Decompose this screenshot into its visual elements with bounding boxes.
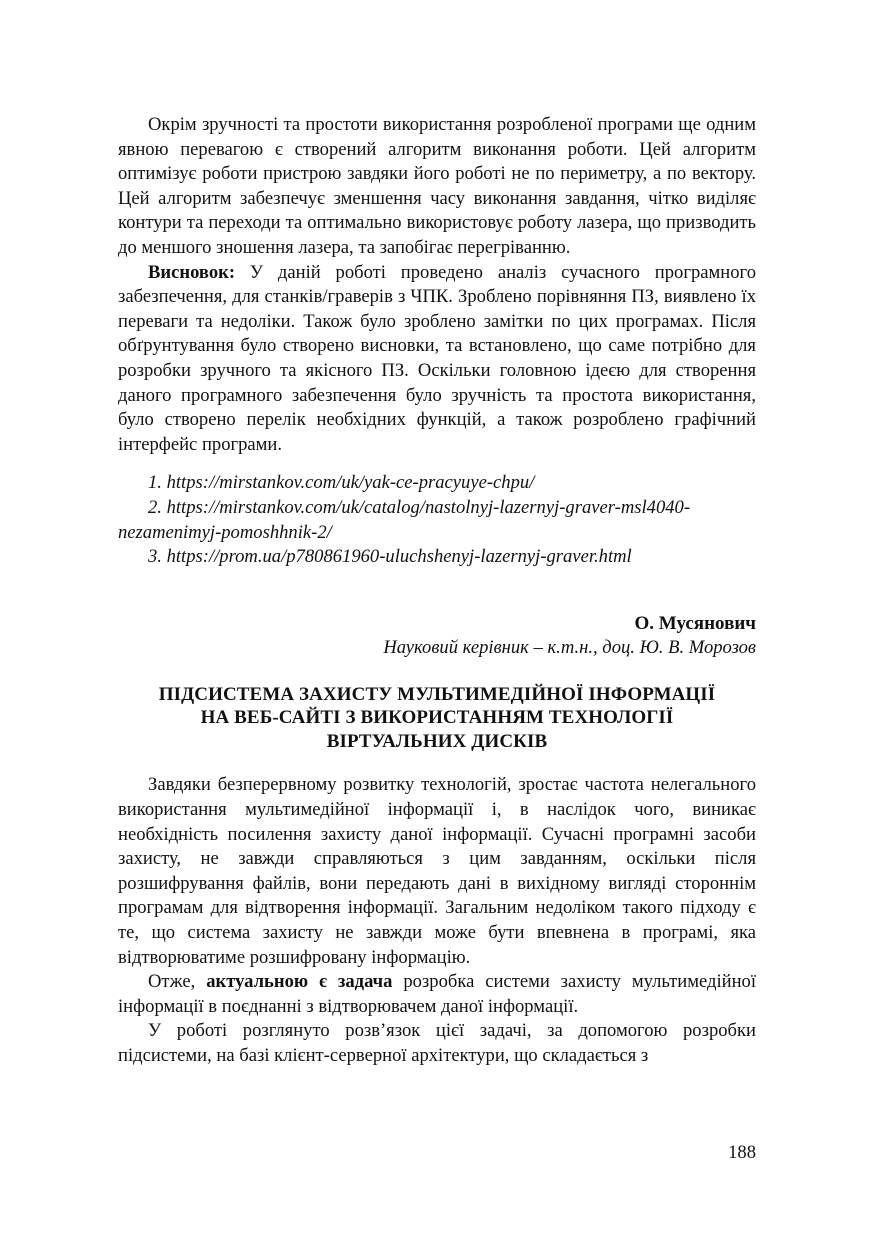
- reference-list: [118, 471, 756, 569]
- title-line: ВІРТУАЛЬНИХ ДИСКІВ: [326, 730, 548, 752]
- paragraph-solution: У роботі розглянуто розв’язок цієї задачі, за допомогою розробки підсистеми, на базі клієнт-серверної архітектури, що складається з: [118, 1020, 756, 1066]
- relevance-emphasis: актуальною є задача: [206, 971, 393, 993]
- article-advisor: Науковий керівник – к.т.н., доц. Ю. В. Морозов: [383, 637, 756, 659]
- reference-item[interactable]: 2. https://mirstankov.com/uk/catalog/nastolnyj-lazernyj-graver-msl4040-nezamenimyj-pomoshhnik-2/: [118, 496, 691, 543]
- title-line: НА ВЕБ-САЙТІ З ВИКОРИСТАННЯМ ТЕХНОЛОГІЇ: [200, 707, 674, 729]
- page-content: [118, 113, 756, 1069]
- article-title: [118, 683, 756, 754]
- reference-item[interactable]: 3. https://prom.ua/p780861960-uluchshenyj-lazernyj-graver.html: [148, 546, 632, 568]
- paragraph-introduction: Завдяки безперервному розвитку технологій, зростає частота нелегального використання мультимедійної інформації і, в наслідок чого, виникає необхідність посилення захисту даної інформації. Сучасні програмні засоби захисту, не завжди справляються з цим завданням, оскільки після розшифрування файлів, вони передають дані в вихідному вигляді стороннім програмам для відтворення інформації. Загальним недоліком такого підходу є те, що система захисту не завжди може бути впевнена в програмі, яка відтворюватиме розшифровану інформацію.: [118, 774, 756, 968]
- reference-item[interactable]: 1. https://mirstankov.com/uk/yak-ce-pracyuye-chpu/: [148, 472, 535, 494]
- paragraph-relevance: [118, 970, 756, 1019]
- article-author: О. Мусянович: [634, 612, 756, 634]
- conclusion-label: Висновок:: [148, 261, 236, 283]
- page-number: 188: [728, 1142, 756, 1163]
- relevance-start: Отже,: [148, 971, 207, 993]
- title-line: ПІДСИСТЕМА ЗАХИСТУ МУЛЬТИМЕДІЙНОЇ ІНФОРМАЦІЇ: [158, 683, 716, 705]
- relevance-end: розробка системи захисту мультимедійної інформації в поєднанні з відтворювачем даної інформації.: [118, 971, 756, 1017]
- conclusion-text: У даній роботі проведено аналіз сучасного програмного забезпечення, для станків/граверів з ЧПК. Зроблено порівняння ПЗ, виявлено їх переваги та недоліки. Також було зроблено замітки по цих програмах. Після обґрунтування було створено висновки, та встановлено, що саме потрібно для розробки зручного та якісного ПЗ. Оскільки головною ідеєю для створення даного програмного забезпечення було зручність та простота використання, було створено перелік необхідних функцій, а також розроблено графічний інтерфейс програми.: [118, 261, 756, 455]
- paragraph-conclusion: [118, 261, 756, 458]
- paragraph-program-advantages: Окрім зручності та простоти використання розробленої програми ще одним явною перевагою є створений алгоритм виконання роботи. Цей алгоритм оптимізує роботи пристрою завдяки його роботі не по периметру, а по вектору. Цей алгоритм забезпечує зменшення часу виконання завдання, чітко виділяє контури та переходи та оптимально використовує роботу лазера, що призводить до меншого зношення лазера, та запобігає перегріванню.: [118, 114, 756, 258]
